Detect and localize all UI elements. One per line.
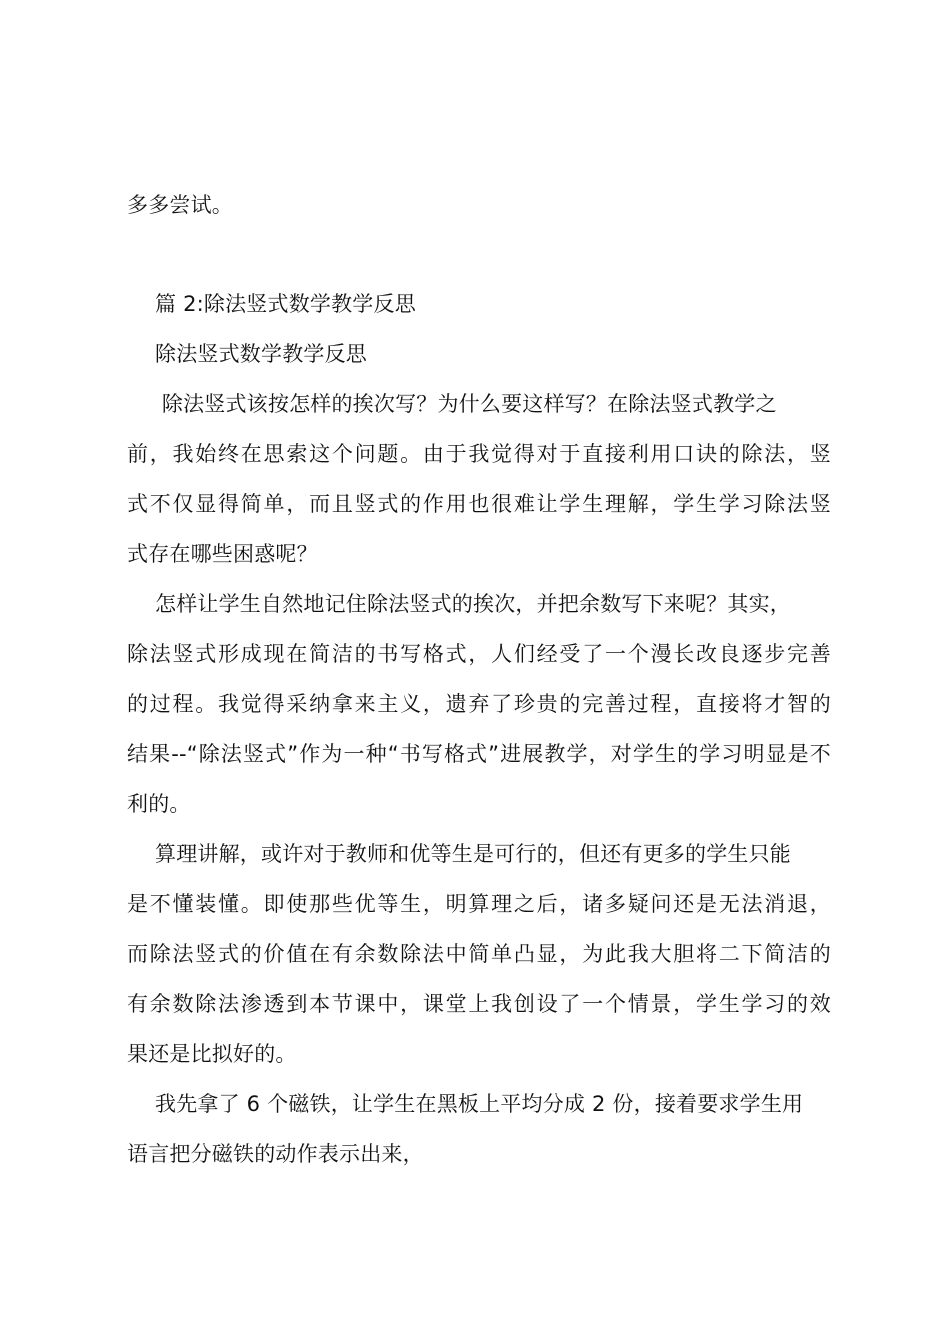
paragraph-line: 果还是比拟好的。	[127, 1042, 297, 1066]
paragraph-line: 除法竖式形成现在简洁的书写格式，人们经受了一个漫长改良逐步完善	[127, 642, 831, 666]
paragraph-line: 而除法竖式的价值在有余数除法中简单凸显，为此我大胆将二下简洁的	[127, 942, 831, 966]
paragraph-line: 结果--“除法竖式”作为一种“书写格式”进展教学，对学生的学习明显是不	[127, 742, 831, 766]
paragraph-line: 式不仅显得简单，而且竖式的作用也很难让学生理解，学生学习除法竖	[127, 492, 831, 516]
article-title: 除法竖式数学教学反思	[155, 342, 367, 366]
paragraph-line: 式存在哪些困惑呢？	[127, 542, 318, 566]
section-heading: 篇 2:除法竖式数学教学反思	[155, 292, 416, 316]
continuation-text: 多多尝试。	[127, 193, 233, 217]
paragraph-line: 有余数除法渗透到本节课中，课堂上我创设了一个情景，学生学习的效	[127, 992, 831, 1016]
paragraph-line: 算理讲解，或许对于教师和优等生是可行的，但还有更多的学生只能	[155, 842, 791, 866]
paragraph-line: 利的。	[127, 792, 191, 816]
paragraph-line: 前，我始终在思索这个问题。由于我觉得对于直接利用口诀的除法，竖	[127, 442, 831, 466]
paragraph-line: 怎样让学生自然地记住除法竖式的挨次，并把余数写下来呢？其实，	[155, 592, 791, 616]
paragraph-line: 我先拿了 6 个磁铁，让学生在黑板上平均分成 2 份，接着要求学生用	[155, 1092, 804, 1116]
paragraph-line: 除法竖式该按怎样的挨次写？为什么要这样写？在除法竖式教学之	[155, 392, 777, 416]
paragraph-line: 是不懂装懂。即使那些优等生，明算理之后，诸多疑问还是无法消退，	[127, 892, 831, 916]
paragraph-line: 的过程。我觉得采纳拿来主义，遗弃了珍贵的完善过程，直接将才智的	[127, 692, 831, 716]
paragraph-line: 语言把分磁铁的动作表示出来，	[127, 1142, 424, 1166]
